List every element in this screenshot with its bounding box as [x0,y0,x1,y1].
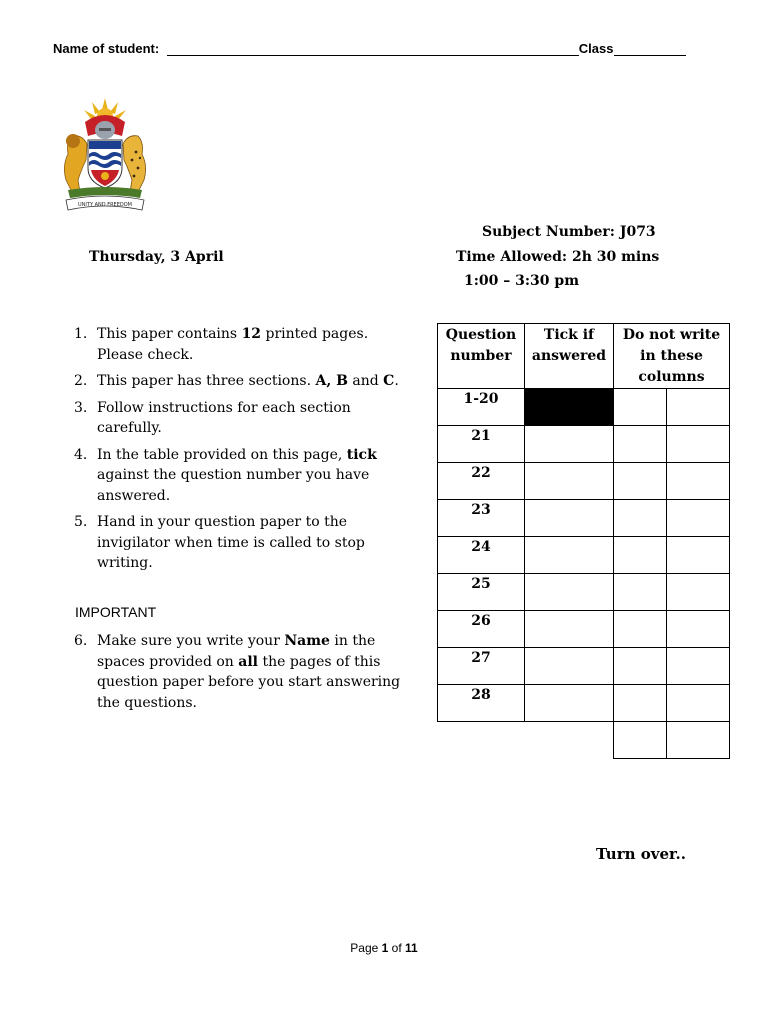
header-question-number: Question number [438,324,525,389]
table-row [438,574,730,611]
marker-cell [614,574,667,611]
instruction-item: 6. Make sure you write your Name in the spaces provided on all the pages of this question paper before you start answering the questions. [74,633,401,711]
question-number-cell: 26 [438,611,525,648]
instruction-item: 1. This paper contains 12 printed pages. Please check. [74,326,369,363]
question-number-cell: 28 [438,685,525,722]
marker-cell [667,500,730,537]
marker-cell [667,611,730,648]
table-header-row [438,324,730,389]
exam-date: Thursday, 3 April [89,249,224,265]
tick-cell[interactable] [525,574,614,611]
instruction-item: 5. Hand in your question paper to the invigilator when time is called to stop writing. [74,514,365,571]
table-row [438,426,730,463]
tick-cell[interactable] [525,463,614,500]
instruction-item: 4. In the table provided on this page, tick against the question number you have answered. [74,446,377,504]
important-heading: IMPORTANT [75,604,157,620]
instructions-list [74,324,414,580]
tick-cell[interactable] [525,537,614,574]
subject-value: J073 [619,224,656,240]
question-number-cell: 25 [438,574,525,611]
important-instruction [74,631,414,719]
question-table [437,323,730,759]
marker-cell [614,500,667,537]
class-field[interactable] [614,43,686,56]
header-do-not-write: Do not write in these columns [614,324,730,389]
tick-cell[interactable] [525,611,614,648]
marker-cell [667,537,730,574]
table-row [438,389,730,426]
table-row [438,537,730,574]
subject-label: Subject Number: [482,224,615,240]
table-row [438,685,730,722]
student-header [53,41,686,56]
marker-cell [614,389,667,426]
marker-cell [614,537,667,574]
total-row [438,722,730,759]
time-range: 1:00 – 3:30 pm [464,273,580,289]
time-allowed [456,249,659,265]
tick-cell[interactable] [525,426,614,463]
tick-cell[interactable] [525,500,614,537]
question-number-cell: 24 [438,537,525,574]
total-cell [614,722,667,759]
header-tick-if-answered: Tick if answered [525,324,614,389]
marker-cell [614,611,667,648]
class-label: Class [578,41,614,56]
marker-cell [667,574,730,611]
coat-of-arms-emblem [52,96,158,214]
tick-cell[interactable] [525,685,614,722]
marker-cell [667,685,730,722]
name-label: Name of student: [53,41,160,56]
marker-cell [614,648,667,685]
marker-cell [667,389,730,426]
table-row [438,611,730,648]
marker-cell [614,685,667,722]
marker-cell [667,648,730,685]
instruction-item: 2. This paper has three sections. A, B and C. [74,373,399,389]
question-number-cell: 21 [438,426,525,463]
total-cell [667,722,730,759]
marker-cell [667,463,730,500]
instruction-item: 3. Follow instructions for each section carefully. [74,399,351,436]
time-value: : 2h 30 mins [561,249,660,265]
name-field[interactable] [167,43,579,56]
question-number-cell: 22 [438,463,525,500]
tick-cell-shaded [525,389,614,426]
turn-over-text: Turn over.. [596,845,686,863]
question-number-cell: 27 [438,648,525,685]
question-number-cell: 23 [438,500,525,537]
motto-text: UNITY AND FREEDOM [78,202,132,208]
table-row [438,648,730,685]
page-footer: Page 1 of 11 [350,941,418,955]
table-row [438,463,730,500]
subject-number [482,224,656,240]
table-row [438,500,730,537]
tick-cell[interactable] [525,648,614,685]
time-label: Time Allowed [456,249,562,265]
marker-cell [614,426,667,463]
marker-cell [667,426,730,463]
marker-cell [614,463,667,500]
question-number-cell: 1-20 [438,389,525,426]
